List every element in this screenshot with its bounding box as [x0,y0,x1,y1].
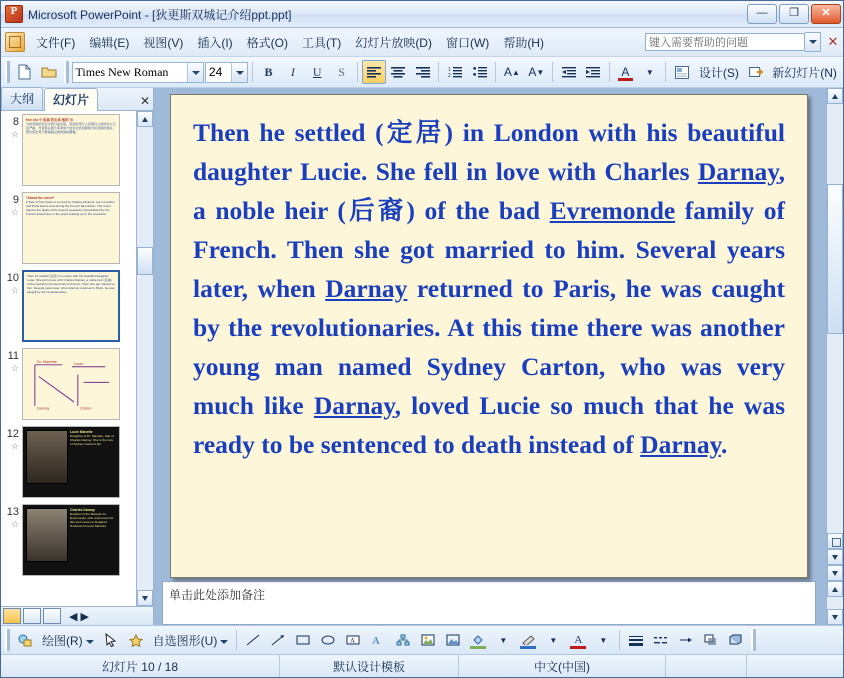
autoshapes-icon[interactable] [124,628,148,652]
bold-button[interactable] [257,60,280,84]
menu-item-format[interactable]: 格式(O) [246,35,288,50]
slide-text-run: , loved Lucie so much that he was ready to be sentenced to death instead of [193,390,785,459]
diagram-icon[interactable] [391,628,415,652]
chevron-down-icon[interactable] [805,32,821,52]
slide-thumbnail[interactable] [22,348,120,420]
slide-canvas[interactable] [154,88,826,581]
menu-bar [1,28,843,57]
drawing-toolbar [1,625,843,654]
powerpoint-icon [5,5,23,23]
font-color-swatch [618,78,633,81]
design-icon[interactable] [670,60,693,84]
font-color-icon: A [621,64,630,79]
slide-text-run: Then he settled (定居) in London with his beautiful daughter Lucie. She fell in love with Charles [193,117,785,186]
font-color-button[interactable] [614,60,637,84]
status-spell-check [666,655,747,677]
underline-button[interactable] [306,60,329,84]
thumbnail-photo [26,430,68,484]
decrease-indent-button[interactable] [557,60,580,84]
menu-item-edit[interactable]: 编辑(E) [89,35,130,50]
animation-star-icon: ☆ [10,285,19,295]
toolbar-separator-9 [619,630,620,650]
tab-slides[interactable]: 幻灯片 [44,88,98,111]
toolbar-separator [252,62,253,82]
slide-thumbnail[interactable] [22,114,120,186]
picture-icon[interactable] [441,628,465,652]
font-size-value: 24 [208,65,223,79]
toolbar-grip[interactable] [5,61,10,83]
slide-text-run: , a noble heir (后裔) of the bad [193,156,785,225]
thumbnail-number-label: 10 [6,272,19,284]
numbered-list-icon [448,66,462,78]
slides-pane [1,88,154,625]
font-color-icon[interactable]: A [566,628,590,652]
menu-item-file[interactable]: 文件(F) [36,35,76,50]
status-language: 中文(中国) [459,655,666,677]
scroll-up-icon[interactable] [827,88,843,104]
document-icon [5,32,25,52]
svg-text:Carton: Carton [79,405,92,411]
align-right-button[interactable] [411,60,434,84]
fill-color-swatch [470,646,486,649]
line-style-icon[interactable] [624,628,648,652]
scroll-up-icon[interactable] [137,111,153,127]
thumbnail-body: A Tale of Two Cities is a novel by Charles Dickens, set in London and Paris before and during the French Revolution. The novel depicts the plight of the French peasantry demoralized by the French aristocracy in the years leading up to the revolution. [26,200,115,217]
center-align-icon [391,66,405,78]
diagram-icon [29,357,113,414]
toolbar-grip-3[interactable] [5,629,10,651]
chevron-down-icon: ▼ [645,67,654,77]
minimize-icon: — [756,7,768,19]
workspace [1,88,843,625]
animation-star-icon: ☆ [10,519,19,529]
formatting-toolbar [1,57,843,88]
animation-star-icon: ☆ [10,441,19,451]
thumbnail-number-label: 11 [7,350,19,362]
maximize-button[interactable] [779,4,809,24]
bulleted-list-icon [473,66,487,78]
scroll-down-icon[interactable] [827,609,843,625]
thumbnail-number [3,114,22,140]
list-item-selected[interactable] [3,270,136,342]
svg-text:Darnay: Darnay [36,405,50,411]
decrease-font-size-button[interactable]: A ▼ [528,65,545,79]
window-title: Microsoft PowerPoint - [狄更斯双城记介绍ppt.ppt] [28,7,292,22]
slide-text-underlined-run: Darnay [697,156,779,186]
list-item[interactable] [3,426,136,498]
thumbnail-scrollbar[interactable] [136,111,153,606]
open-file-icon[interactable] [37,60,60,84]
font-name-select[interactable] [72,62,204,83]
thumbnail-title: Charles Darnay [70,508,95,512]
arrow-style-icon[interactable] [674,628,698,652]
slide-text-run: returned to Paris, he was caught by the revolutionaries. At this time there was another young man named Sydney Carton, who was very much like [193,273,785,420]
shadow-style-icon[interactable] [699,628,723,652]
line-icon[interactable] [241,628,265,652]
dash-style-icon[interactable] [649,628,673,652]
3d-style-icon[interactable] [724,628,748,652]
decrease-indent-icon [562,66,576,78]
font-color-dropdown[interactable] [638,60,661,84]
menu-item-view[interactable]: 视图(V) [143,35,184,50]
toolbar-separator-4 [495,62,496,82]
normal-view-button[interactable] [3,608,21,624]
menu-item-tools[interactable]: 工具(T) [301,35,342,50]
numbered-list-button[interactable] [443,60,466,84]
font-color-swatch [570,646,586,649]
increase-font-size-button[interactable]: A ▲ [503,65,520,79]
svg-text:A: A [350,637,356,645]
text-shadow-icon: S [338,64,345,79]
font-name-value: Times New Roman [75,64,169,79]
maximize-icon: ❐ [789,7,799,19]
scroll-down-icon[interactable] [827,549,843,565]
slide-thumbnail[interactable] [22,192,120,264]
notes-pane[interactable]: 单击此处添加备注 [162,581,816,625]
thumbnail-number-label: 13 [6,506,19,518]
chevron-down-icon: ▼ [549,635,558,645]
svg-text:1: 1 [448,67,451,73]
line-color-icon[interactable] [516,628,540,652]
scroll-down-icon[interactable] [137,590,153,606]
bold-icon: B [264,64,273,79]
font-color-dropdown-2[interactable] [591,628,615,652]
shrink-font-icon: A [528,65,537,79]
slide-show-button[interactable] [43,608,61,624]
fill-color-dropdown[interactable] [491,628,515,652]
close-button[interactable] [811,4,841,24]
new-slide-button[interactable]: 新幻灯片(N) [772,65,837,80]
oval-icon[interactable] [316,628,340,652]
shadow-button[interactable] [330,60,353,84]
scrollbar-track[interactable] [827,597,843,609]
draw-menu-icon[interactable] [13,628,37,652]
design-button[interactable]: 设计(S) [698,65,739,80]
left-align-icon [367,66,381,78]
thumbnail-title: Lucie Manette [70,430,93,434]
scrollbar-thumb[interactable] [827,184,843,334]
toolbar-grip-4[interactable] [751,629,756,651]
toolbar-grip-2[interactable] [64,61,69,83]
slide-text-run: . [720,429,728,459]
toolbar-separator-5 [552,62,553,82]
svg-text:A: A [372,635,381,646]
slide-scrollbar[interactable] [826,88,843,581]
chevron-down-icon: ▼ [499,635,508,645]
draw-menu-button[interactable] [38,632,98,649]
animation-star-icon: ☆ [10,207,19,217]
new-file-icon[interactable] [13,60,36,84]
thumbnail-photo [26,508,68,562]
fill-color-icon[interactable] [466,628,490,652]
menu-item-help[interactable]: 帮助(H) [503,35,544,50]
toolbar-separator-6 [609,62,610,82]
thumbnail-title: few old 小 故事 的由来 他的 出 [26,118,73,122]
list-item[interactable] [3,504,136,576]
slide-text-underlined-run: Evremonde [549,195,676,225]
draw-menu-label: 绘图(R) [42,633,83,648]
status-slide-info: 幻灯片 10 / 18 [1,655,280,677]
status-resize-grip[interactable] [747,655,843,677]
chevron-down-icon[interactable] [231,63,247,82]
slide-thumbnail-current[interactable] [22,270,120,342]
scrollbar-track[interactable] [137,127,153,590]
chevron-down-icon[interactable] [187,63,203,82]
arrow-icon[interactable] [266,628,290,652]
close-icon: ✕ [821,7,831,19]
slide-text-underlined-run: Darnay [325,273,408,303]
close-icon[interactable]: ✕ [827,34,839,49]
thumbnail-number [3,426,22,452]
ask-a-question-box [645,32,841,52]
increase-indent-button[interactable] [581,60,604,84]
slide-thumbnail-list[interactable] [1,111,153,606]
autoshapes-button[interactable] [149,632,233,649]
toolbar-separator-3 [438,62,439,82]
slide-thumbnail[interactable] [22,426,120,498]
toolbar-separator-2 [357,62,358,82]
align-left-button[interactable] [362,60,385,84]
rectangle-icon[interactable] [291,628,315,652]
close-icon[interactable]: ✕ [139,94,151,108]
chevron-down-icon: ▼ [599,635,608,645]
thumbnail-number [3,192,22,218]
italic-button[interactable] [281,60,304,84]
menu-item-window[interactable]: 窗口(W) [445,35,490,50]
textbox-icon[interactable] [341,628,365,652]
animation-star-icon: ☆ [10,129,19,139]
status-bar [1,654,843,677]
autoshapes-label: 自选图形(U) [152,633,218,648]
thumbnail-number-label: 9 [12,194,19,206]
menu-item-slideshow[interactable]: 幻灯片放映(D) [355,35,432,50]
ask-question-input[interactable]: 键入需要帮助的问题 [645,33,805,51]
pane-tabs [1,88,153,111]
slide-text-run: family of French. Then she got married to him. Several years later, when [193,195,785,303]
menu-item-insert[interactable]: 插入(I) [197,35,233,50]
slide-body-text[interactable] [193,113,785,464]
toolbar-separator-8 [236,630,237,650]
toolbar-separator-7 [665,62,666,82]
notes-scrollbar[interactable] [826,581,843,625]
current-slide[interactable] [170,94,808,578]
tab-outline[interactable]: 大纲 [1,87,43,110]
scrollbar-thumb[interactable] [137,247,153,275]
clipart-icon[interactable] [416,628,440,652]
wordart-icon[interactable] [366,628,390,652]
slide-editing-area [154,88,843,625]
slide-text-underlined-run: Darnay [640,429,721,459]
svg-text:Dr. Manette: Dr. Manette [36,358,57,364]
list-item[interactable] [3,192,136,264]
previous-slide-button[interactable] [827,533,843,549]
thumbnail-body: Then he settled (定居) in London with his beautiful daughter Lucie. She fell in love with Charles Darnay, a noble heir (后裔) of the bad Evremonde family of French. Then she got married to him. Several years later, when Darnay returned to Paris, he was caught by the revolutionaries. [27,274,115,294]
svg-text:2: 2 [448,73,451,78]
thumbnail-body: 当时英国的社会矛盾日益尖锐，统治阶级与人民群众之间的对立日趋严重，作者借法国大革命前夕的社会状况影射当时英国的现实，警告统治者不要重蹈法国贵族的覆辙。 [26,122,116,135]
slide-thumbnail[interactable] [22,504,120,576]
thumbnail-number [3,270,22,296]
view-buttons-bar [1,606,153,625]
list-item[interactable] [3,114,136,186]
window-controls [747,4,841,24]
horizontal-scroll-arrows[interactable]: ◀ ▶ [69,610,89,623]
status-design-template: 默认设计模板 [280,655,459,677]
thumbnail-body: Daughter of Dr. Manette, wife of Charles Darnay. She is the love of Sydney Carton's life. [70,434,114,447]
scroll-up-icon[interactable] [827,581,843,597]
slide-text-underlined-run: Darnay [313,390,395,420]
next-slide-button[interactable] [827,565,843,581]
line-color-dropdown[interactable] [541,628,565,652]
thumbnail-title: *About the novel* [26,196,55,200]
scrollbar-track[interactable] [827,104,843,533]
grow-font-icon: A [503,65,512,79]
thumbnail-number [3,348,22,374]
bulleted-list-button[interactable] [468,60,491,84]
underline-icon: U [312,64,322,79]
thumbnail-number-label: 12 [6,428,19,440]
thumbnail-body: Nephew of the Marquis St. Evremonde, who renounces his title and moves to England. Husband of Lucie Manette. [70,512,114,529]
new-slide-icon[interactable] [744,60,767,84]
font-size-select[interactable] [205,62,248,83]
align-center-button[interactable] [387,60,410,84]
animation-star-icon: ☆ [10,363,19,373]
increase-indent-icon [586,66,600,78]
svg-text:Lucie: Lucie [73,360,84,366]
slide-sorter-button[interactable] [23,608,41,624]
italic-icon: I [290,64,295,79]
thumbnail-number [3,504,22,530]
select-arrow-icon[interactable] [99,628,123,652]
thumbnail-number-label: 8 [12,116,19,128]
right-align-icon [416,66,430,78]
list-item[interactable] [3,348,136,420]
minimize-button[interactable] [747,4,777,24]
line-color-swatch [520,646,536,649]
title-bar [1,1,843,28]
